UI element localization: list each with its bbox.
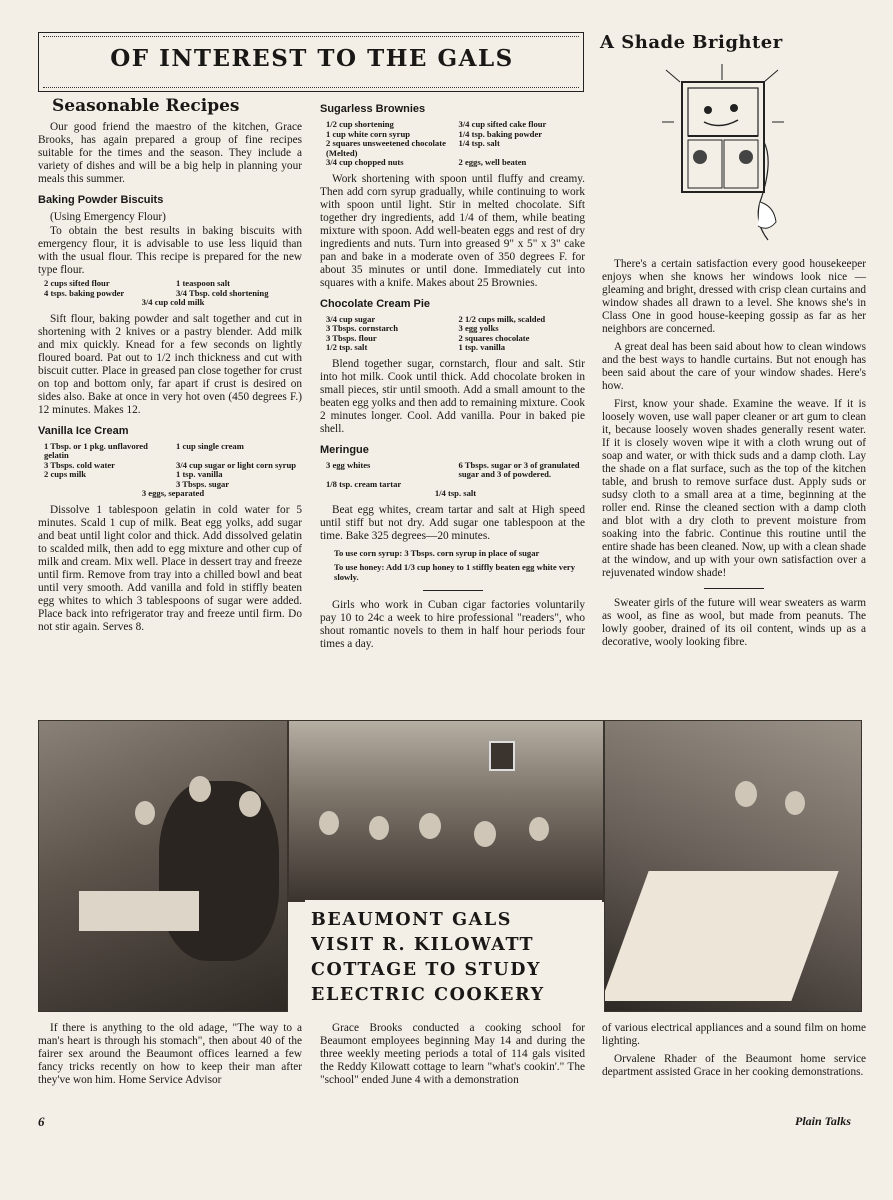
ingredient: 3/4 cup cold milk [141,297,205,307]
ingredient: 3/4 cup chopped nuts [326,157,404,167]
brownies-directions: Work shortening with spoon until fluffy and creamy. Then add corn syrup gradually, while continuing to work with spoon until light. Stir in melted chocolate. Sift together dry ingredients, add 1/4 of them, while beating mixture with spoon. Add well-beaten eggs and rest of dry ingredients and nuts. Turn into greased 9" x 5" x 3" cake pan and bake in a moderate oven of 350 degrees F. for about 35 minutes or until done. Immediately cut into squares with a knife. Makes about 25 Brownies. [320,172,585,289]
pie-ingredients [326,315,585,353]
ingredient: 4 tsps. baking powder [44,287,125,298]
ingredient: 3/4 cup sugar or light corn syrup [176,459,297,470]
meringue-title: Meringue [320,443,369,456]
ingredient: 3 Tbsps. cold water [44,459,115,470]
ingredient: 3/4 cup sifted cake flour [458,119,547,129]
ingredient: 1 cup single cream [176,440,244,451]
corn-syrup-note: To use corn syrup: 3 Tbsps. corn syrup in place of sugar [334,547,540,558]
meringue-ingredients [326,461,585,499]
ingredient: 1 Tbsp. or 1 pkg. unflavored gelatin [44,440,148,460]
ice-cream-title: Vanilla Ice Cream [38,424,129,437]
ingredient: 1 tsp. vanilla [176,469,223,479]
publication-name: Plain Talks [795,1114,851,1128]
ingredient: 3/4 Tbsp. cold shortening [176,287,269,298]
ingredient: 1 teaspoon salt [176,278,230,288]
ingredient: 2 squares chocolate [458,332,530,343]
ingredient: 1/4 tsp. salt [434,488,477,498]
ingredient: 3 eggs, separated [141,488,205,498]
ingredient: 1/4 tsp. salt [458,138,500,148]
ingredient: 2 cups sifted flour [44,278,110,288]
section-header-box [38,32,584,92]
ingredient: 2 eggs, well beaten [458,157,527,167]
sweater-note: Sweater girls of the future will wear sweaters as warm as wool, as fine as wool, but made from peanuts. The lowly goober, drained of its oil content, winds up as a decorative, wooly looking fibre. [602,597,866,648]
brownies-ingredients [326,120,585,168]
ingredient: 6 Tbsps. sugar or 3 of granulated sugar and 3 of powdered. [458,459,580,479]
pie-title: Chocolate Cream Pie [320,297,431,310]
ingredient: 1/8 tsp. cream tartar [326,478,402,489]
ingredient: 3/4 cup sugar [326,313,376,324]
photo-caption-box [305,900,602,1010]
middle-column [320,103,585,656]
window-shade-illustration [660,62,785,252]
ice-cream-directions: Dissolve 1 tablespoon gelatin in cold water for 5 minutes. Scald 1 cup of milk. Beat egg yolks, add sugar and beat until light color and thick. Add dissolved gelatin to scalded milk, then add to egg mixture and other cup of milk and cream. Mix well. Place in dessert tray and freeze until firm. Remove from tray into a chilled bowl and beat until very smooth. Add vanilla and fold in stiffly beaten egg whites to which 3 tablespoons of sugar were added. Place back into refrigerator tray and freeze until firm. Do not stir again. Serves 8. [38,503,302,633]
bottom-column-1 [38,1022,302,1092]
recipes-intro: Our good friend the maestro of the kitchen, Grace Brooks, has again prepared a group of fine recipes suitable for the times and the season. They include a variety of dishes and will be a big help in planning your meals this summer. [38,121,302,185]
photo-caption [311,908,602,1008]
page-number: 6 [38,1114,45,1129]
ingredient: 3 Tbsps. cornstarch [326,323,399,333]
bottom-paragraph: Orvalene Rhader of the Beaumont home service department assisted Grace in her cooking demonstrations. [602,1053,866,1078]
ingredient: 1/2 tsp. salt [326,342,368,352]
photo-kitchen-group [38,720,288,1012]
caption-line: COTTAGE TO STUDY [311,960,542,980]
ingredient: 3 Tbsps. flour [326,332,377,343]
section-header-title: OF INTEREST TO THE GALS [110,45,514,72]
caption-line: VISIT R. KILOWATT [311,935,535,955]
recipes-section-title: Seasonable Recipes [52,96,240,116]
ingredient: 2 cups milk [44,469,87,479]
meringue-directions: Beat egg whites, cream tartar and salt at High speed until stiff but not dry. Add sugar one tablespoon at the time. Bake 325 degrees—20 minutes. [320,503,585,542]
bottom-column-2 [320,1022,585,1092]
right-column [602,258,866,654]
ingredient: 1 tsp. vanilla [458,342,506,352]
bottom-paragraph: If there is anything to the old adage, "The way to a man's heart is through his stomach", then about 40 of the fairer sex around the Beaumont offices learned a few fancy tricks recently on how to keep their man after they've won him. Home Service Advisor [38,1022,302,1086]
ice-cream-ingredients [44,442,302,499]
biscuits-directions: Sift flour, baking powder and salt together and cut in shortening with 2 knives or a pastry blender. Add milk and mix quickly. Knead for a few seconds on lightly floured board. Pat out to 1/2 inch thickness and cut with biscuit cutter. Place in greased pan close together for crust on top and bottom only, far apart if crust is desired on sides also. Bake at once in very hot oven (450 degrees F.) 12 minutes. Makes 12. [38,312,302,416]
ingredient: 3 egg yolks [458,323,499,333]
ingredient [459,480,586,490]
caption-line: BEAUMONT GALS [311,910,512,930]
divider [704,588,764,589]
biscuits-note: To obtain the best results in baking biscuits with emergency flour, it is advisable to use less liquid than with the usual flour. This recipe is prepared for the new type flour. [38,225,302,276]
biscuits-subtitle: (Using Emergency Flour) [50,211,166,223]
ingredient: 1 cup white corn syrup [326,128,411,139]
brownies-title: Sugarless Brownies [320,103,426,115]
caption-line: ELECTRIC COOKERY [311,985,545,1005]
bottom-column-3 [602,1022,866,1084]
biscuits-ingredients [44,279,302,308]
cigar-note: Girls who work in Cuban cigar factories voluntarily pay 10 to 24c a week to hire professional "readers", who shout romantic novels to them in half hour periods four times a day. [320,598,585,650]
shade-paragraph: There's a certain satisfaction every good housekeeper enjoys when she knows her windows look nice — gleaming and bright, dressed with crisp clean curtains and window shades all drawn to a level. She knows she's in Class One in good house-keeping gossip as far as her neighbors are concerned. [602,258,866,335]
ingredient: 1/4 tsp. baking powder [458,128,543,139]
pie-directions: Blend together sugar, cornstarch, flour and salt. Stir into hot milk. Cook until thick. Add chocolate broken in small pieces, stir until smooth. Add a small amount to the beaten egg yolks and then add to remaining mixture. Cook 2 minutes longer. Cool. Add vanilla. Pour in baked pie shell. [320,357,585,435]
ingredient: 3 Tbsps. sugar [176,478,230,489]
ingredient: 2 1/2 cups milk, scalded [458,313,546,324]
biscuits-title: Baking Powder Biscuits [38,194,164,206]
shade-paragraph: First, know your shade. Examine the weave. If it is loosely woven, use wall paper cleaner or art gum to clean it, because loosely woven shades generally resent water. If it is closely woven wipe it with a cloth wrung out of soap and water, or with thick suds and a damp cloth. Lay the shade on a flat surface, such as the top of the kitchen table, and brush to remove surface dust. Apply suds or sudsy cloth to a small area at a time, beginning at the roller end. Rinse the cleaned section with a damp cloth and blot with a dry cloth to prevent moisture from soaking into the fabric. Continue this routine until the entire shade has been cleaned. Now, up with a clean shade at the window, and up with your own satisfaction over a rejuvenated window shade! [602,398,866,579]
ingredient: 2 squares unsweetened chocolate (Melted) [326,138,446,158]
left-column [38,96,302,639]
shade-article-title: A Shade Brighter [600,32,783,53]
bottom-paragraph: Grace Brooks conducted a cooking school for Beaumont employees beginning May 14 and during the three weekly meeting periods a total of 114 gals visited the Reddy Kilowatt cottage to learn "what's cookin'." The "school" ended June 4 with a demonstration [320,1022,585,1086]
photo-buffet-table [604,720,862,1012]
shade-paragraph: A great deal has been said about how to clean windows and the best ways to handle curtains. But not enough has been said about the care of your window shades. Here's how. [602,341,866,392]
ingredient: 3 egg whites [326,459,371,470]
bottom-paragraph: of various electrical appliances and a sound film on home lighting. [602,1022,866,1047]
divider [423,590,483,591]
ingredient: 1/2 cup shortening [326,119,394,129]
honey-note: To use honey: Add 1/3 cup honey to 1 stiffly beaten egg white very slowly. [334,561,576,582]
photo-seated-audience [288,720,604,902]
